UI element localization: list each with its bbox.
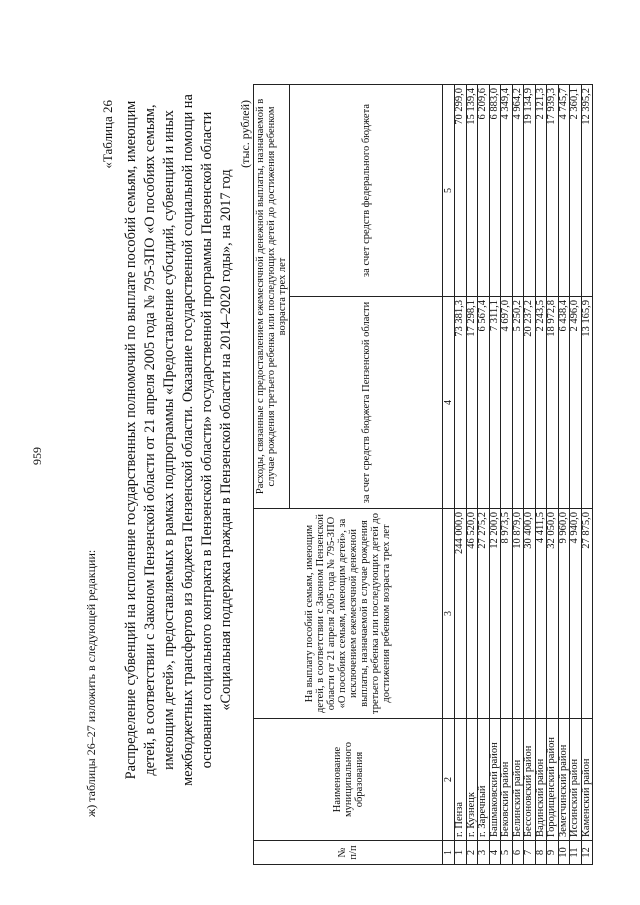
municipality-cell: Башмаковский район [489,719,501,841]
benefit-amount-cell: 46 520,0 [466,509,478,719]
table-row [478,84,490,864]
heading-line: основании социального контракта в Пензенской области» государственной программы Пензенской области [199,111,215,769]
row-number-cell: 12 [581,841,593,865]
federal-budget-cell: 12 395,2 [581,84,593,296]
municipality-cell: Бессоновский район [524,719,536,841]
municipality-cell: г. Заречный [478,719,490,841]
regional-budget-cell: 5 250,2 [512,297,524,509]
regional-budget-cell: 2 243,5 [535,297,547,509]
benefit-amount-cell: 27 275,2 [478,509,490,719]
federal-budget-cell: 19 134,9 [524,84,536,296]
benefit-amount-cell: 4 411,5 [535,509,547,719]
benefit-amount-cell: 8 973,5 [501,509,513,719]
header-name: Наименование муниципального образования [254,719,443,841]
table-row [524,84,536,864]
column-number: 5 [443,84,455,296]
intro-text: ж) таблицы 26–27 изложить в следующей редакции: [84,549,98,817]
regional-budget-cell: 18 972,8 [547,297,559,509]
regional-budget-cell: 73 381,3 [455,297,467,509]
column-number: 2 [443,719,455,841]
federal-budget-cell: 6 209,6 [478,84,490,296]
federal-budget-cell: 15 139,4 [466,84,478,296]
table-row [535,84,547,864]
regional-budget-cell: 2 496,0 [570,297,582,509]
row-number-cell: 1 [455,841,467,865]
row-number-cell: 10 [558,841,570,865]
federal-budget-cell: 2 121,3 [535,84,547,296]
heading-line: «Социальная поддержка граждан в Пензенской области на 2014–2020 годы», на 2017 год [218,169,234,711]
table-row [581,84,593,864]
table-heading [122,35,236,845]
benefit-amount-cell: 4 940,0 [570,509,582,719]
regional-budget-cell: 13 165,9 [581,297,593,509]
table-row [455,84,467,864]
municipality-cell: Каменский район [581,719,593,841]
row-number-cell: 2 [466,841,478,865]
header-num: № п/п [254,841,443,865]
federal-budget-cell: 4 349,4 [501,84,513,296]
table-label: «Таблица 26 [100,100,115,169]
table-row [489,84,501,864]
regional-budget-cell: 6 438,4 [558,297,570,509]
municipality-cell: Вадинский район [535,719,547,841]
federal-budget-cell: 4 964,2 [512,84,524,296]
federal-budget-cell: 17 939,3 [547,84,559,296]
column-number: 4 [443,297,455,509]
row-number-cell: 5 [501,841,513,865]
table-row [570,84,582,864]
heading-line: детей, в соответствии с Законом Пензенской области от 21 апреля 2005 года № 795-ЗПО «О пособиях семьям, [142,104,158,776]
page-number: 959 [30,447,44,465]
table-row [558,84,570,864]
column-number: 3 [443,509,455,719]
row-number-cell: 4 [489,841,501,865]
benefit-amount-cell: 30 400,0 [524,509,536,719]
municipality-cell: Белинский район [512,719,524,841]
benefit-amount-cell: 10 879,0 [512,509,524,719]
row-number-cell: 9 [547,841,559,865]
benefit-amount-cell: 12 200,0 [489,509,501,719]
table-row [466,84,478,864]
federal-budget-cell: 70 299,0 [455,84,467,296]
row-number-cell: 6 [512,841,524,865]
heading-line: Распределение субвенций на исполнение государственных полномочий по выплате пособий семьям, имеющим [123,100,139,780]
regional-budget-cell: 7 311,1 [489,297,501,509]
benefit-amount-cell: 27 875,0 [581,509,593,719]
regional-budget-cell: 4 697,0 [501,297,513,509]
heading-line: имеющим детей», предоставляемых в рамках подпрограммы «Предоставление субсидий, субвенций и иных [161,110,177,770]
municipality-cell: Бековский район [501,719,513,841]
header-col5: за счет средств федерального бюджета [290,84,443,296]
municipality-cell: г. Пенза [455,719,467,841]
municipality-cell: Иссинский район [570,719,582,841]
units-note: (тыс. рублей) [238,100,252,168]
benefit-amount-cell: 9 960,0 [558,509,570,719]
column-number-row [443,84,455,864]
municipality-cell: г. Кузнецк [466,719,478,841]
benefit-amount-cell: 32 050,0 [547,509,559,719]
header-col3: На выплату пособий семьям, имеющим детей, в соответствии с Законом Пензенской области от 21 апреля 2005 года № 795-ЗПО «О пособиях семьям, имеющим детей», за исключением ежемесячной денежной выплаты, назначаемой в случае рождения третьего ребенка или последующих детей до достижения ребенком возраста трех лет [254,509,443,719]
regional-budget-cell: 17 298,1 [466,297,478,509]
subventions-table [253,84,593,865]
row-number-cell: 11 [570,841,582,865]
federal-budget-cell: 2 360,1 [570,84,582,296]
column-number: 1 [443,841,455,865]
header-group: Расходы, связанные с предоставлением ежемесячной денежной выплаты, назначаемой в случае рождения третьего ребенка или последующих детей до достижения ребенком возраста трех лет [254,84,290,508]
municipality-cell: Земетчинский район [558,719,570,841]
heading-line: межбюджетных трансфертов из бюджета Пензенской области. Оказание государственной социальной помощи на [180,94,196,786]
regional-budget-cell: 20 237,2 [524,297,536,509]
row-number-cell: 3 [478,841,490,865]
benefit-amount-cell: 244 000,0 [455,509,467,719]
municipality-cell: Городищенский район [547,719,559,841]
federal-budget-cell: 4 745,7 [558,84,570,296]
table-row [512,84,524,864]
table-row [547,84,559,864]
federal-budget-cell: 6 883,0 [489,84,501,296]
row-number-cell: 8 [535,841,547,865]
header-col4: за счет средств бюджета Пензенской области [290,297,443,509]
regional-budget-cell: 6 567,4 [478,297,490,509]
table-row [501,84,513,864]
row-number-cell: 7 [524,841,536,865]
